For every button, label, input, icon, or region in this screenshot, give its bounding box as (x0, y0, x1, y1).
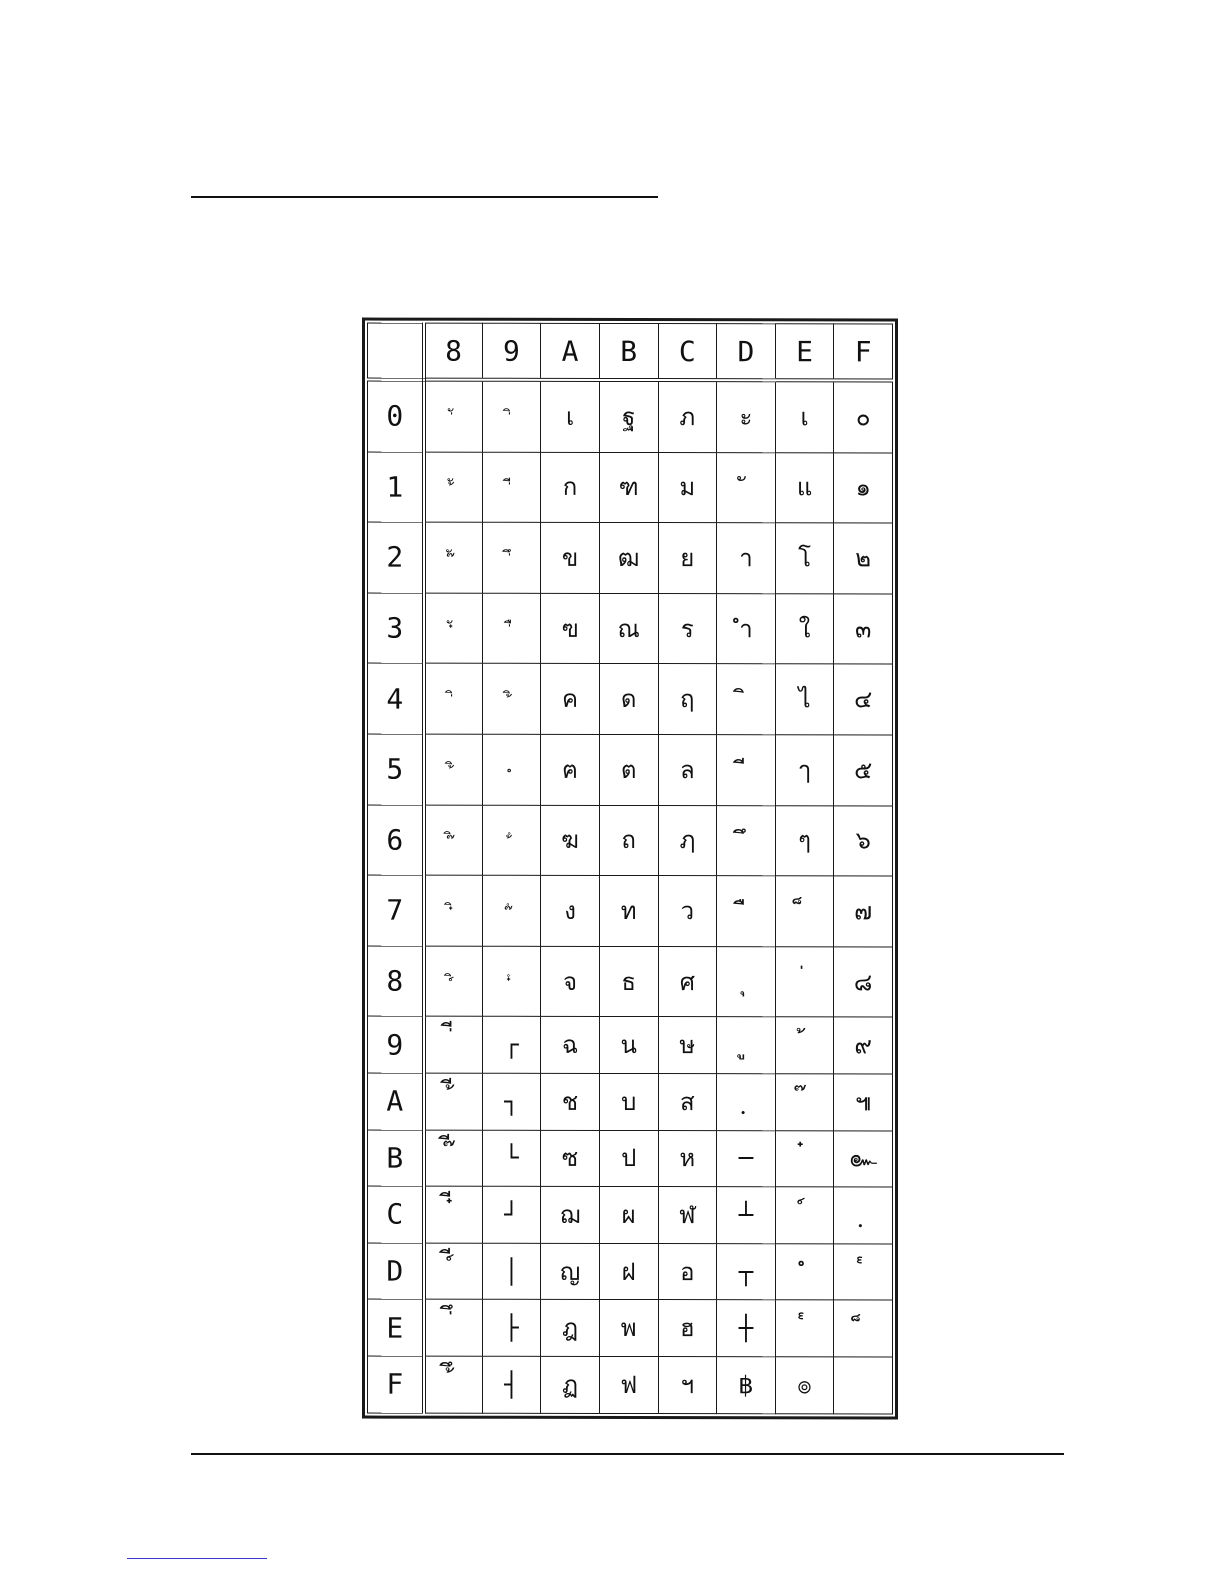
glyph-cell: ฆ (541, 805, 600, 876)
row-header: B (368, 1130, 424, 1187)
glyph-cell: ช (541, 1073, 600, 1130)
glyph-cell: ณ (599, 593, 658, 664)
glyph-cell (717, 735, 776, 806)
glyph-cell (424, 1243, 483, 1300)
column-header: A (541, 323, 600, 380)
glyph-cell (424, 1130, 483, 1187)
glyph-cell: ฅ (541, 734, 600, 805)
table-body (368, 380, 893, 1414)
glyph-cell: ค (541, 664, 600, 735)
column-header: B (599, 323, 658, 380)
glyph-cell: ะ (717, 380, 776, 452)
glyph-cell: ำ (717, 593, 776, 664)
column-header: 8 (424, 323, 483, 380)
table-row (368, 1073, 893, 1131)
glyph-cell (482, 875, 541, 946)
glyph-cell (482, 380, 541, 452)
glyph-cell: เ (775, 380, 834, 452)
glyph-cell (424, 1016, 483, 1073)
glyph-cell: └ (482, 1130, 541, 1187)
glyph-cell: น (599, 1017, 658, 1074)
glyph-cell: ฯ (658, 1356, 717, 1413)
table-row (368, 1356, 893, 1414)
row-header: 1 (368, 452, 424, 523)
glyph-cell (424, 875, 483, 946)
glyph-cell: ซ (541, 1130, 600, 1187)
column-header: F (834, 324, 893, 381)
glyph-cell: ┐ (482, 1073, 541, 1130)
glyph-cell: โ (775, 523, 834, 594)
bottom-rule (191, 1453, 1064, 1455)
glyph-cell: ย (658, 523, 717, 594)
glyph-cell (424, 1186, 483, 1243)
glyph-cell: ฟ (599, 1356, 658, 1413)
row-header: E (368, 1299, 424, 1356)
row-header: 2 (368, 522, 424, 593)
glyph-cell: บ (599, 1073, 658, 1130)
glyph-cell: ผ (599, 1187, 658, 1244)
glyph-cell (482, 522, 541, 593)
glyph-cell: ┤ (482, 1356, 541, 1413)
glyph-cell: ฿ (717, 1357, 776, 1414)
glyph-cell: ฉ (541, 1017, 600, 1074)
character-code-table (367, 323, 893, 1414)
table-row (368, 875, 893, 947)
row-header: 4 (368, 663, 424, 734)
glyph-cell (482, 452, 541, 523)
table-row (368, 805, 893, 877)
corner-cell (368, 323, 424, 380)
glyph-cell (482, 664, 541, 735)
row-header: 9 (368, 1016, 424, 1073)
glyph-cell: ๓ (834, 594, 893, 665)
row-header: F (368, 1356, 424, 1413)
table-row (368, 1299, 893, 1357)
glyph-cell: ๔ (834, 664, 893, 735)
glyph-cell: ฒ (599, 523, 658, 594)
table-row (368, 1186, 893, 1244)
glyph-cell: ๘ (834, 947, 893, 1018)
glyph-cell: อ (658, 1243, 717, 1300)
glyph-cell: ถ (599, 805, 658, 876)
glyph-cell (424, 593, 483, 664)
glyph-cell: ├ (482, 1300, 541, 1357)
glyph-cell (424, 805, 483, 876)
glyph-cell (717, 452, 776, 523)
glyph-cell: ๆ (775, 805, 834, 876)
glyph-cell (717, 1074, 776, 1131)
glyph-cell: ร (658, 593, 717, 664)
footer-link-underline (127, 1558, 267, 1559)
table-row (368, 380, 893, 453)
glyph-cell: ป (599, 1130, 658, 1187)
glyph-cell (775, 1074, 834, 1131)
glyph-cell (424, 452, 483, 523)
glyph-cell (775, 1243, 834, 1300)
glyph-cell (482, 734, 541, 805)
glyph-cell: ท (599, 876, 658, 947)
table-row (368, 1016, 893, 1074)
glyph-cell (717, 1017, 776, 1074)
glyph-cell: ห (658, 1130, 717, 1187)
glyph-cell (717, 805, 776, 876)
glyph-cell (717, 946, 776, 1017)
glyph-cell (775, 1130, 834, 1187)
top-rule (191, 196, 658, 198)
row-header: 7 (368, 875, 424, 946)
column-header: D (717, 324, 776, 381)
glyph-cell: า (717, 523, 776, 594)
glyph-cell (482, 946, 541, 1017)
glyph-cell (482, 805, 541, 876)
table-row (368, 663, 893, 735)
column-header: C (658, 324, 717, 381)
row-header: 0 (368, 380, 424, 452)
glyph-cell: ฌ (541, 1186, 600, 1243)
glyph-cell: ต (599, 734, 658, 805)
glyph-cell: ๙ (834, 1017, 893, 1074)
glyph-cell: ๐ (834, 380, 893, 452)
glyph-cell (775, 1017, 834, 1074)
table-row (368, 452, 893, 524)
glyph-cell: ศ (658, 946, 717, 1017)
glyph-cell: แ (775, 452, 834, 523)
glyph-cell (482, 593, 541, 664)
glyph-cell (834, 1300, 893, 1357)
glyph-cell (424, 1299, 483, 1356)
glyph-cell: │ (482, 1243, 541, 1300)
glyph-cell: ๑ (834, 452, 893, 523)
glyph-cell: ๕ (834, 735, 893, 806)
column-header: E (775, 324, 834, 381)
glyph-cell: ล (658, 735, 717, 806)
column-header: 9 (482, 323, 541, 380)
glyph-cell: ┬ (717, 1243, 776, 1300)
glyph-cell (834, 1187, 893, 1244)
table-row (368, 593, 893, 665)
glyph-cell: ว (658, 876, 717, 947)
row-header: C (368, 1186, 424, 1243)
glyph-cell: ษ (658, 1017, 717, 1074)
table-row (368, 1243, 893, 1301)
glyph-cell (717, 664, 776, 735)
table-row (368, 1130, 893, 1188)
row-header: 5 (368, 734, 424, 805)
glyph-cell: ฦ (658, 805, 717, 876)
glyph-cell: ก (541, 452, 600, 523)
header-row (368, 323, 893, 380)
glyph-cell: ธ (599, 946, 658, 1017)
glyph-cell (424, 734, 483, 805)
glyph-cell: จ (541, 946, 600, 1017)
glyph-cell: ┌ (482, 1017, 541, 1074)
glyph-cell (717, 876, 776, 947)
table-row (368, 946, 893, 1018)
glyph-cell (834, 1244, 893, 1301)
glyph-cell: ─ (717, 1130, 776, 1187)
glyph-cell: ใ (775, 594, 834, 665)
glyph-cell (424, 1073, 483, 1130)
glyph-cell: ฝ (599, 1243, 658, 1300)
row-header: 8 (368, 946, 424, 1017)
glyph-cell: ๖ (834, 805, 893, 876)
glyph-cell: ไ (775, 664, 834, 735)
glyph-cell: ฑ (599, 452, 658, 523)
glyph-cell (834, 1357, 893, 1414)
row-header: D (368, 1243, 424, 1300)
glyph-cell: ┴ (717, 1187, 776, 1244)
glyph-cell: ม (658, 452, 717, 523)
character-code-table-frame (362, 318, 898, 1419)
glyph-cell: ๏ (775, 1357, 834, 1414)
glyph-cell: ด (599, 664, 658, 735)
glyph-cell: ๒ (834, 523, 893, 594)
glyph-cell: ฤ (658, 664, 717, 735)
glyph-cell (424, 1356, 483, 1413)
table-row (368, 734, 893, 806)
glyph-cell: ๚ (834, 1074, 893, 1131)
glyph-cell (424, 380, 483, 452)
glyph-cell: ฮ (658, 1300, 717, 1357)
glyph-cell: ภ (658, 380, 717, 452)
glyph-cell: ฐ (599, 380, 658, 452)
glyph-cell (424, 664, 483, 735)
glyph-cell: ฎ (541, 1300, 600, 1357)
glyph-cell (775, 1187, 834, 1244)
glyph-cell (424, 522, 483, 593)
glyph-cell: เ (541, 380, 600, 452)
row-header: A (368, 1073, 424, 1130)
table-row (368, 522, 893, 594)
row-header: 3 (368, 593, 424, 664)
glyph-cell: ญ (541, 1243, 600, 1300)
glyph-cell: ๅ (775, 735, 834, 806)
glyph-cell: ฬ (658, 1187, 717, 1244)
glyph-cell: ส (658, 1073, 717, 1130)
glyph-cell: ฏ (541, 1356, 600, 1413)
row-header: 6 (368, 805, 424, 876)
glyph-cell: ๛ (834, 1130, 893, 1187)
glyph-cell: ┘ (482, 1186, 541, 1243)
glyph-cell: พ (599, 1300, 658, 1357)
glyph-cell: ┼ (717, 1300, 776, 1357)
glyph-cell: ๗ (834, 876, 893, 947)
glyph-cell: ฃ (541, 593, 600, 664)
glyph-cell (775, 947, 834, 1018)
glyph-cell: ง (541, 876, 600, 947)
glyph-cell (775, 1300, 834, 1357)
glyph-cell (424, 946, 483, 1017)
glyph-cell (775, 876, 834, 947)
glyph-cell: ข (541, 523, 600, 594)
